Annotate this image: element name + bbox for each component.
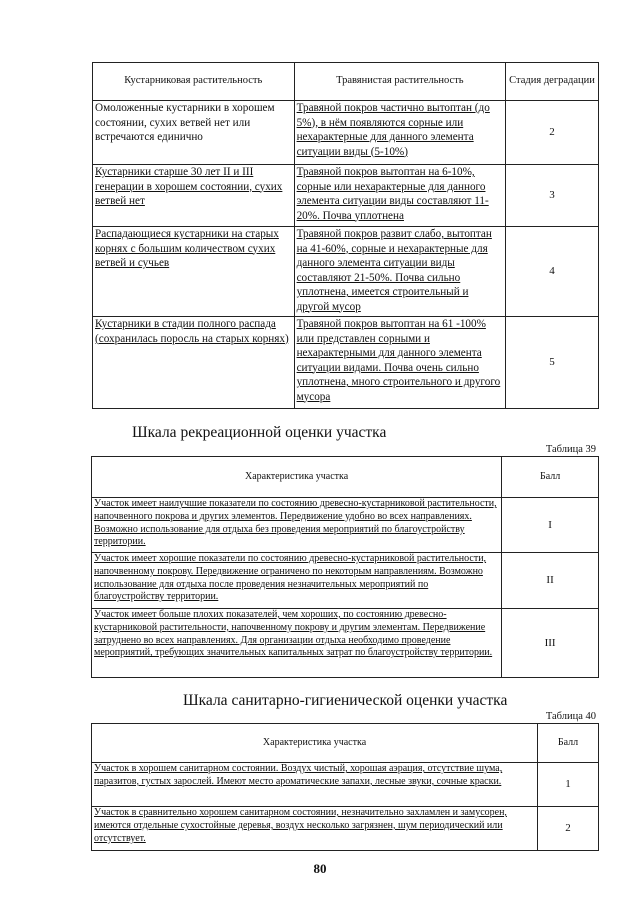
- table-cell: II: [502, 553, 599, 609]
- column-header: Характеристика участка: [92, 724, 538, 763]
- table-cell: Травяной покров вытоптан на 61 -100% или представлен сорными и нехарактерными для данного элемента ситуации видами. Почва очень сильно уплотнена, много строительного и другого мусора: [294, 317, 506, 409]
- table-cell: III: [502, 609, 599, 678]
- table-label: Таблица 39: [545, 444, 596, 455]
- table-cell: 4: [506, 227, 599, 317]
- column-header: Кустарниковая растительность: [93, 63, 295, 101]
- column-header: Балл: [538, 724, 599, 763]
- table-cell: Участок имеет наилучшие показатели по состоянию древесно-кустарниковой растительности, напочвенного покрова и других элементов. Передвижение удобно во всех направлениях. Возможно использование для отдыха без проведения мероприятий по благоустройству территории.: [92, 498, 502, 553]
- table-cell: 2: [538, 807, 599, 851]
- table-cell: I: [502, 498, 599, 553]
- column-header: Травянистая растительность: [294, 63, 506, 101]
- table-cell: Травяной покров частично вытоптан (до 5%), в нём появляются сорные или нехарактерные для данного элемента ситуации виды (5-10%): [294, 101, 506, 165]
- sanitary-table: [91, 723, 599, 851]
- table-cell: 5: [506, 317, 599, 409]
- table-cell: Распадающиеся кустарники на старых корнях с большим количеством сухих ветвей и сучьев: [93, 227, 295, 317]
- table-cell: Омоложенные кустарники в хорошем состоянии, сухих ветвей нет или встречаются единично: [93, 101, 295, 165]
- recreation-table: [91, 456, 599, 678]
- section-title: Шкала рекреационной оценки участка: [132, 424, 387, 441]
- table-cell: Участок в хорошем санитарном состоянии. Воздух чистый, хорошая аэрация, отсутствие шума, паразитов, густых зарослей. Имеют место ароматические запахи, лесные звуки, сочные краски.: [92, 763, 538, 807]
- table-cell: Участок имеет больше плохих показателей, чем хороших, по состоянию древесно-кустарниковой растительности, напочвенному покрову и другим элементам. Передвижение затруднено во всех направлениях. Для организации отдыха необходимо проведение мероприятий, требующих значительных капитальных затрат по благоустройству территории.: [92, 609, 502, 678]
- table-cell: 1: [538, 763, 599, 807]
- table-label: Таблица 40: [545, 711, 596, 722]
- table-cell: Кустарники в стадии полного распада (сохранилась поросль на старых корнях): [93, 317, 295, 409]
- degradation-table: [92, 62, 599, 409]
- table-cell: Травяной покров вытоптан на 6-10%, сорные или нехарактерные для данного элемента ситуации виды составляют 11-20%. Почва уплотнена: [294, 165, 506, 227]
- table-cell: Участок в сравнительно хорошем санитарном состоянии, незначительно захламлен и замусорен, имеются отдельные сухостойные деревья, воздух несколько загрязнен, шум периодический или отсутствует.: [92, 807, 538, 851]
- table-cell: 2: [506, 101, 599, 165]
- table-cell: Участок имеет хорошие показатели по состоянию древесно-кустарниковой растительности, напочвенному покрову. Передвижение ограничено по некоторым направлениям. Возможно использование для отдыха после проведения незначительных мероприятий по благоустройству территории.: [92, 553, 502, 609]
- column-header: Стадия деградации: [506, 63, 599, 101]
- column-header: Балл: [502, 457, 599, 498]
- page-number: 80: [313, 861, 327, 876]
- table-cell: 3: [506, 165, 599, 227]
- table-cell: Травяной покров развит слабо, вытоптан на 41-60%, сорные и нехарактерные для данного элемента ситуации виды составляют 21-50%. Почва сильно уплотнена, имеется строительный и другой мусор: [294, 227, 506, 317]
- section-title: Шкала санитарно-гигиенической оценки участка: [183, 692, 508, 709]
- column-header: Характеристика участка: [92, 457, 502, 498]
- table-cell: Кустарники старше 30 лет II и III генерации в хорошем состоянии, сухих ветвей нет: [93, 165, 295, 227]
